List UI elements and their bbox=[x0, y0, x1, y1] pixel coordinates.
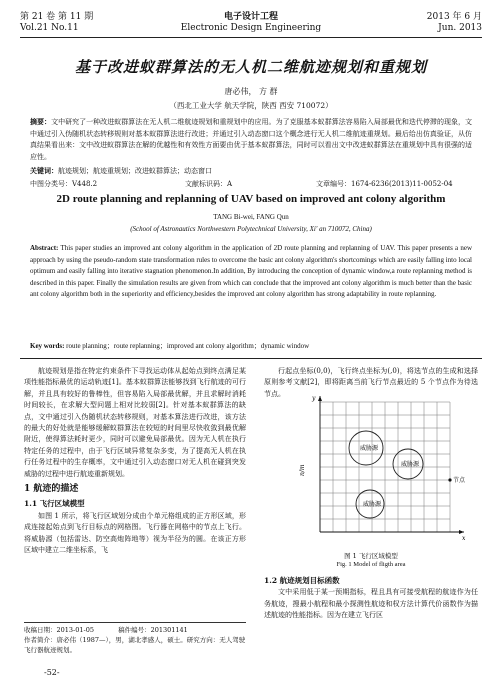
header-rule bbox=[20, 37, 482, 38]
footnote-rule bbox=[24, 622, 246, 623]
received-date: 收稿日期：2013-01-05 bbox=[24, 626, 94, 634]
keywords-cn: 关键词：航迹规划；航迹重规划；改进蚁群算法；动态窗口 bbox=[30, 166, 212, 175]
body-left-column bbox=[24, 366, 246, 557]
affiliation-cn: （西北工业大学 航天学院，陕西 西安 710072） bbox=[169, 101, 333, 110]
page-number: -52- bbox=[44, 668, 60, 677]
grid bbox=[320, 402, 450, 532]
header-date: 2013 年 6 月 Jun. 2013 bbox=[426, 12, 482, 33]
node-label: 节点 bbox=[453, 477, 466, 484]
subsection-heading: 1.1 飞行区域模型 bbox=[24, 499, 85, 509]
body-right-column-lower bbox=[264, 573, 478, 622]
body-paragraph: 行起点坐标(0,0)，飞行终点坐标为(,0)，将选节点的生成和选择原则参考文献[2]，即将距离当前飞行节点最近的 5 个节点作为待选节点。 bbox=[264, 367, 478, 398]
footnote bbox=[24, 622, 246, 655]
abstract-rule bbox=[20, 358, 482, 359]
node-marker bbox=[448, 478, 451, 481]
manuscript-number: 稿件编号：201301141 bbox=[118, 626, 188, 634]
y-axis-arrow bbox=[318, 396, 322, 401]
abstract-cn: 摘要：文中研究了一种改进蚁群算法在无人机二维航迹规划和重规划中的应用。为了克服基本蚁群算法容易陷入局部最优和迭代停滞的现象，文中通过引入伪随机状态转移规则对基本蚁群算法进行改进；并通过引入动态窗口这个概念进行无人机二维航迹重规划。最后给出仿真验证，从仿真结果看出来：文中改进蚁群算法在解的优越性和有效性方面要由优于基本蚁群算法，同时可以看出文中改进蚁群算法在重规划中具有很强的适应性。 bbox=[30, 117, 473, 161]
figure-caption-en: Fig. 1 Model of fligth area bbox=[336, 561, 406, 568]
author-bio: 作者简介：唐必伟（1987—），男，湖北孝感人，硕士。研究方向：无人驾驶飞行器航迹规划。 bbox=[24, 636, 246, 654]
paper-title-en: 2D route planning and replanning of UAV based on improved ant colony algorithm bbox=[56, 193, 446, 205]
affiliation-en: (School of Astronautics Northwestern Polytechnical University, Xi' an 710072, China) bbox=[130, 225, 372, 233]
flight-area-figure bbox=[290, 392, 470, 544]
subsection-heading: 1.2 航迹规划目标函数 bbox=[264, 576, 340, 585]
x-axis-arrow bbox=[459, 530, 464, 534]
document-code: 文献标识码：A bbox=[185, 180, 233, 188]
side-label: n/m bbox=[299, 464, 306, 476]
abstract-en: Abstract: This paper studies an improved ant colony algorithm in the application of 2D route planning and replanning of UAV. This paper presents a new approach by using the pseudo-random state transformation rules to overcome the basic ant colony algorithm's shortcomings which are easily falling into local optimum and easily falling into iterative stagnation phenomenon.In addition, By introducing the conception of dynamic window,a route replanning method is described in this paper. Finally the simulation results are given from which can conclude that the improved ant colony algorithm is much better than the basic ant colony algorithm both in the superiority and efficiency,besides the improved ant colony algorithm has strong adaptability in route replanning. bbox=[30, 244, 473, 299]
authors-en: TANG Bi-wei, FANG Qun bbox=[213, 213, 289, 221]
body-paragraph: 如图 1 所示，将飞行区域划分成由个单元格组成的正方形区域，形成连接起始点到飞行目标点的网格图。飞行器在网格中的节点上飞行。将威胁源（包括雷达、防空高炮阵地等）视为半径为的圆。在该正方形区域中建立二维坐标系，飞 bbox=[24, 511, 246, 555]
threat-label: 威胁源 bbox=[360, 445, 379, 452]
class-number: 中图分类号：V448.2 bbox=[30, 180, 98, 188]
paper-title-cn: 基于改进蚁群算法的无人机二维航迹规划和重规划 bbox=[74, 58, 427, 76]
header-volume: 第 21 卷 第 11 期 Vol.21 No.11 bbox=[20, 12, 94, 33]
intro-paragraph: 航迹规划是指在特定约束条件下寻找运动体从起始点到终点满足某项性能指标最优的运动轨迹[1]。基本蚁群算法能够找到飞行航迹的可行解，并且具有较好的鲁棒性，但容易陷入局部最优解，并且求解时消耗时间较长，在求解大型问题上相对比较弱[2]。针对基本蚁群算法的缺点，文中通过引入伪随机状态转移规则，对基本算法进行改进，该方法的最大的好处就是能够缓解蚁群算法在较短的时间里尽快收敛到最优解附近，使得算法耗时更少，同时可以避免局部最优。因为无人机在执行特定任务的过程中，由于飞行区域异常复杂多变，为了提高无人机在执行任务过程中的生存概率，文中通过引入动态窗口对无人机在碰到突发威胁的过程中进行航迹重新规划。 bbox=[24, 367, 246, 478]
body-paragraph: 文中采用低于某一预期指标，程且具有可接受航程的航迹作为任务航迹，搜最小航程和最小探测性航迹和权方法计算代价函数作为描述航迹的性能指标。因为在建立飞行区 bbox=[264, 588, 478, 620]
article-number: 文章编号：1674-6236(2013)11-0052-04 bbox=[316, 180, 453, 188]
authors-cn: 唐必伟， 方 群 bbox=[224, 87, 278, 96]
figure-caption-cn: 图 1 飞行区域模型 bbox=[344, 552, 398, 560]
threat-label: 威胁源 bbox=[401, 461, 420, 468]
section-heading: 1 航迹的描述 bbox=[24, 484, 79, 495]
threat-label: 威胁源 bbox=[363, 501, 382, 508]
x-axis-label: x bbox=[462, 535, 466, 542]
axes bbox=[320, 396, 464, 532]
running-header bbox=[20, 12, 482, 34]
header-journal: 电子设计工程 Electronic Design Engineering bbox=[180, 12, 322, 33]
y-axis-label: y bbox=[312, 395, 316, 402]
keywords-en: Key words: route planning；route replanning；improved ant colony algorithm；dynamic window bbox=[30, 342, 310, 350]
